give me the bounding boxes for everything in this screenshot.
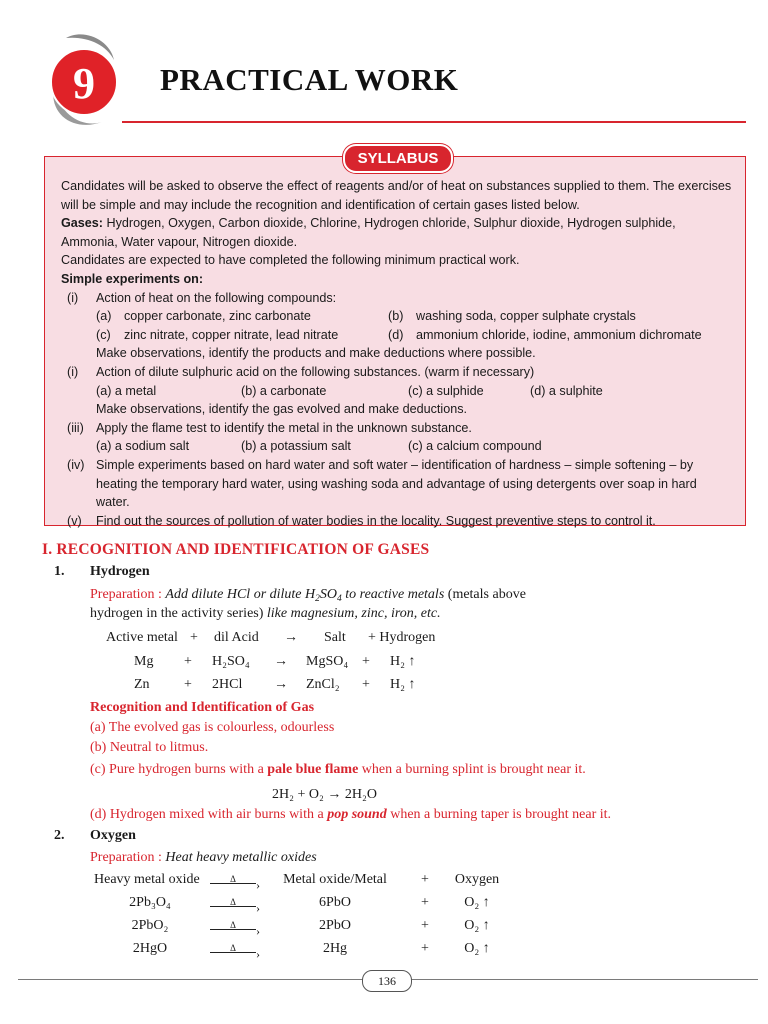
chapter-number: 9 [73,59,95,108]
simple-experiments-label: Simple experiments on: [61,271,204,286]
syllabus-item: (i) Action of dilute sulphuric acid on the following substances. (warm if necessary) [67,364,535,379]
syllabus-item: (iv) Simple experiments based on hard water and soft water – identification of hardness – simple softening – by heating the temporary hard water, using washing soda and advantage of using detergents over soap in hard water. [67,457,697,510]
section-heading: I. RECOGNITION AND IDENTIFICATION OF GASES [42,541,430,558]
syllabus-expected: Candidates are expected to have completed the following minimum practical work. [61,253,520,268]
syllabus-item: (v) Find out the sources of pollution of water bodies in the locality. Suggest preventive steps to control it. [67,513,656,528]
heat-sub-row: (c) zinc nitrate, copper nitrate, lead nitrate (d) ammonium chloride, iodine, ammonium dichromate [96,327,702,342]
oxygen-preparation: Preparation : Heat heavy metallic oxides [90,850,317,865]
syllabus-tag: SYLLABUS [343,144,453,173]
item-number: 1. [54,564,65,579]
page-number: 136 [362,970,412,992]
equation-mg: Mg + H₂SO₄ → MgSO₄ + H₂ ↑ [134,654,416,669]
syllabus-content [61,177,733,530]
hydrogen-title: Hydrogen [90,564,150,579]
oxygen-title: Oxygen [90,828,136,843]
recognition-title: Recognition and Identification of Gas [90,700,315,715]
syllabus-item: (i) Action of heat on the following compounds: [67,290,337,305]
oxygen-row: Heavy metal oxide Δ › Metal oxide/Metal + Oxygen [94,872,500,892]
recognition-a: (a) The evolved gas is colourless, odourless [90,720,335,735]
gases-label: Gases: [61,216,104,231]
recognition-b: (b) Neutral to litmus. [90,740,209,755]
oxygen-row: 2PbO₂ Δ › 2PbO + O₂ ↑ [131,918,490,938]
acid-note: Make observations, identify the gas evolved and make deductions. [96,402,468,417]
heat-sub-row: (a) copper carbonate, zinc carbonate (b) washing soda, copper sulphate crystals [96,309,636,324]
gases-list: Hydrogen, Oxygen, Carbon dioxide, Chlorine, Hydrogen chloride, Sulphur dioxide, Hydrogen sulphide, Ammonia, Water vapour, Nitrogen dioxide. [61,216,676,249]
oxygen-row: 2HgO Δ › 2Hg + O₂ ↑ [132,941,490,961]
flame-sub-row: (a) a sodium salt (b) a potassium salt (c) a calcium compound [96,439,542,454]
hydrogen-preparation: Preparation : Add dilute HCl or dilute $H_2SO_4$ to reactive metals (metals above hydrogen in the activity series) like magnesium, zinc, iron, etc. [90,587,526,621]
title-rule [122,121,746,123]
recognition-c: (c) Pure hydrogen burns with a pale blue flame when a burning splint is brought near it. [90,762,586,777]
chapter-title: PRACTICAL WORK [160,62,459,97]
oxygen-table [94,870,514,962]
recognition-d: (d) Hydrogen mixed with air burns with a pop sound when a burning taper is brought near it. [90,807,612,822]
oxygen-row: 2Pb₃O₄ Δ › 6PbO + O₂ ↑ [129,895,490,915]
combustion-equation: 2H₂ + O₂ → 2H₂O [272,787,377,802]
equation-header: Active metal + dil Acid → Salt + Hydrogen [106,630,436,645]
syllabus-intro: Candidates will be asked to observe the effect of reagents and/or of heat on substances supplied to them. The exercises will be simple and may include the recognition and identification of certain gases listed below. [61,179,732,212]
syllabus-gases [61,214,733,251]
equation-zn: Zn + 2HCl → ZnCl₂ + H₂ ↑ [134,677,416,692]
item-number: 2. [54,828,65,843]
chapter-badge [44,30,122,130]
heat-note: Make observations, identify the products and make deductions where possible. [96,346,536,361]
syllabus-item: (iii) Apply the flame test to identify the metal in the unknown substance. [67,420,472,435]
acid-sub-row: (a) a metal (b) a carbonate (c) a sulphide (d) a sulphite [96,383,603,398]
